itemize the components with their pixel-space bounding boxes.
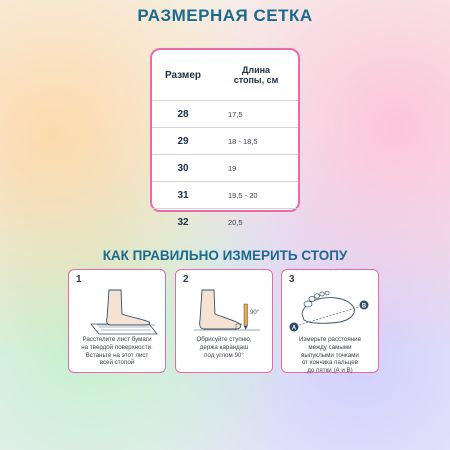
length-value: 19 (228, 163, 237, 173)
step-number: 1 (76, 274, 82, 285)
step-number: 3 (289, 274, 295, 285)
foot-measurement-icon (282, 284, 380, 338)
table-row (152, 181, 298, 208)
header-size: Размер (164, 69, 201, 81)
step-card-1 (68, 269, 166, 373)
step-text (179, 336, 269, 359)
table-row (152, 127, 298, 154)
step-text-line: всей стопой (99, 359, 135, 367)
step-text-line: до пятки (А и В) (307, 367, 353, 374)
size-value: 29 (177, 135, 189, 147)
step-text-line: держа карандаш (199, 343, 249, 351)
header-length-line1: Длина (241, 64, 271, 75)
step-text-line: под углом 90° (204, 351, 244, 359)
point-b-label: B (361, 303, 367, 310)
step-text-line: на твердой поверхности. (81, 343, 153, 351)
step-text-line: выпуклыми точками (301, 351, 359, 359)
step-text-line: Измерьте расстояние (298, 336, 362, 343)
step-number: 2 (183, 274, 189, 285)
step-text-line: между самыми (308, 343, 352, 351)
page-title: РАЗМЕРНАЯ СЕТКА (137, 6, 313, 25)
size-value: 31 (177, 189, 189, 201)
size-value: 32 (177, 216, 189, 228)
section-subtitle: КАК ПРАВИЛЬНО ИЗМЕРИТЬ СТОПУ (102, 248, 348, 263)
step-text-line: Расстелите лист бумаги (82, 336, 152, 343)
foot-outline-pencil-icon (176, 284, 274, 338)
step-card-3 (281, 269, 379, 373)
length-value: 20,5 (228, 217, 243, 227)
step-text (72, 336, 162, 367)
size-table (150, 48, 300, 228)
table-row (152, 154, 298, 181)
angle-label: 90° (250, 310, 260, 316)
step-text-line: Встаньте на этот лист (85, 351, 149, 359)
step-card-2 (175, 269, 273, 373)
size-value: 28 (177, 108, 189, 120)
foot-on-paper-icon (69, 284, 167, 338)
header-length (214, 65, 298, 86)
point-a-label: A (291, 325, 297, 332)
step-text-line: Обрисуйте ступню, (196, 336, 252, 343)
length-value: 18 - 18,5 (228, 136, 258, 146)
table-header-row (152, 50, 298, 100)
table-row (152, 100, 298, 127)
header-length-line2: стопы, см (233, 75, 279, 85)
step-text-line: от кончика пальцев (301, 359, 358, 367)
length-value: 19,5 - 20 (228, 190, 258, 200)
size-value: 30 (177, 162, 189, 174)
length-value: 17,5 (228, 109, 243, 119)
step-text (285, 336, 375, 375)
table-row (152, 208, 298, 235)
